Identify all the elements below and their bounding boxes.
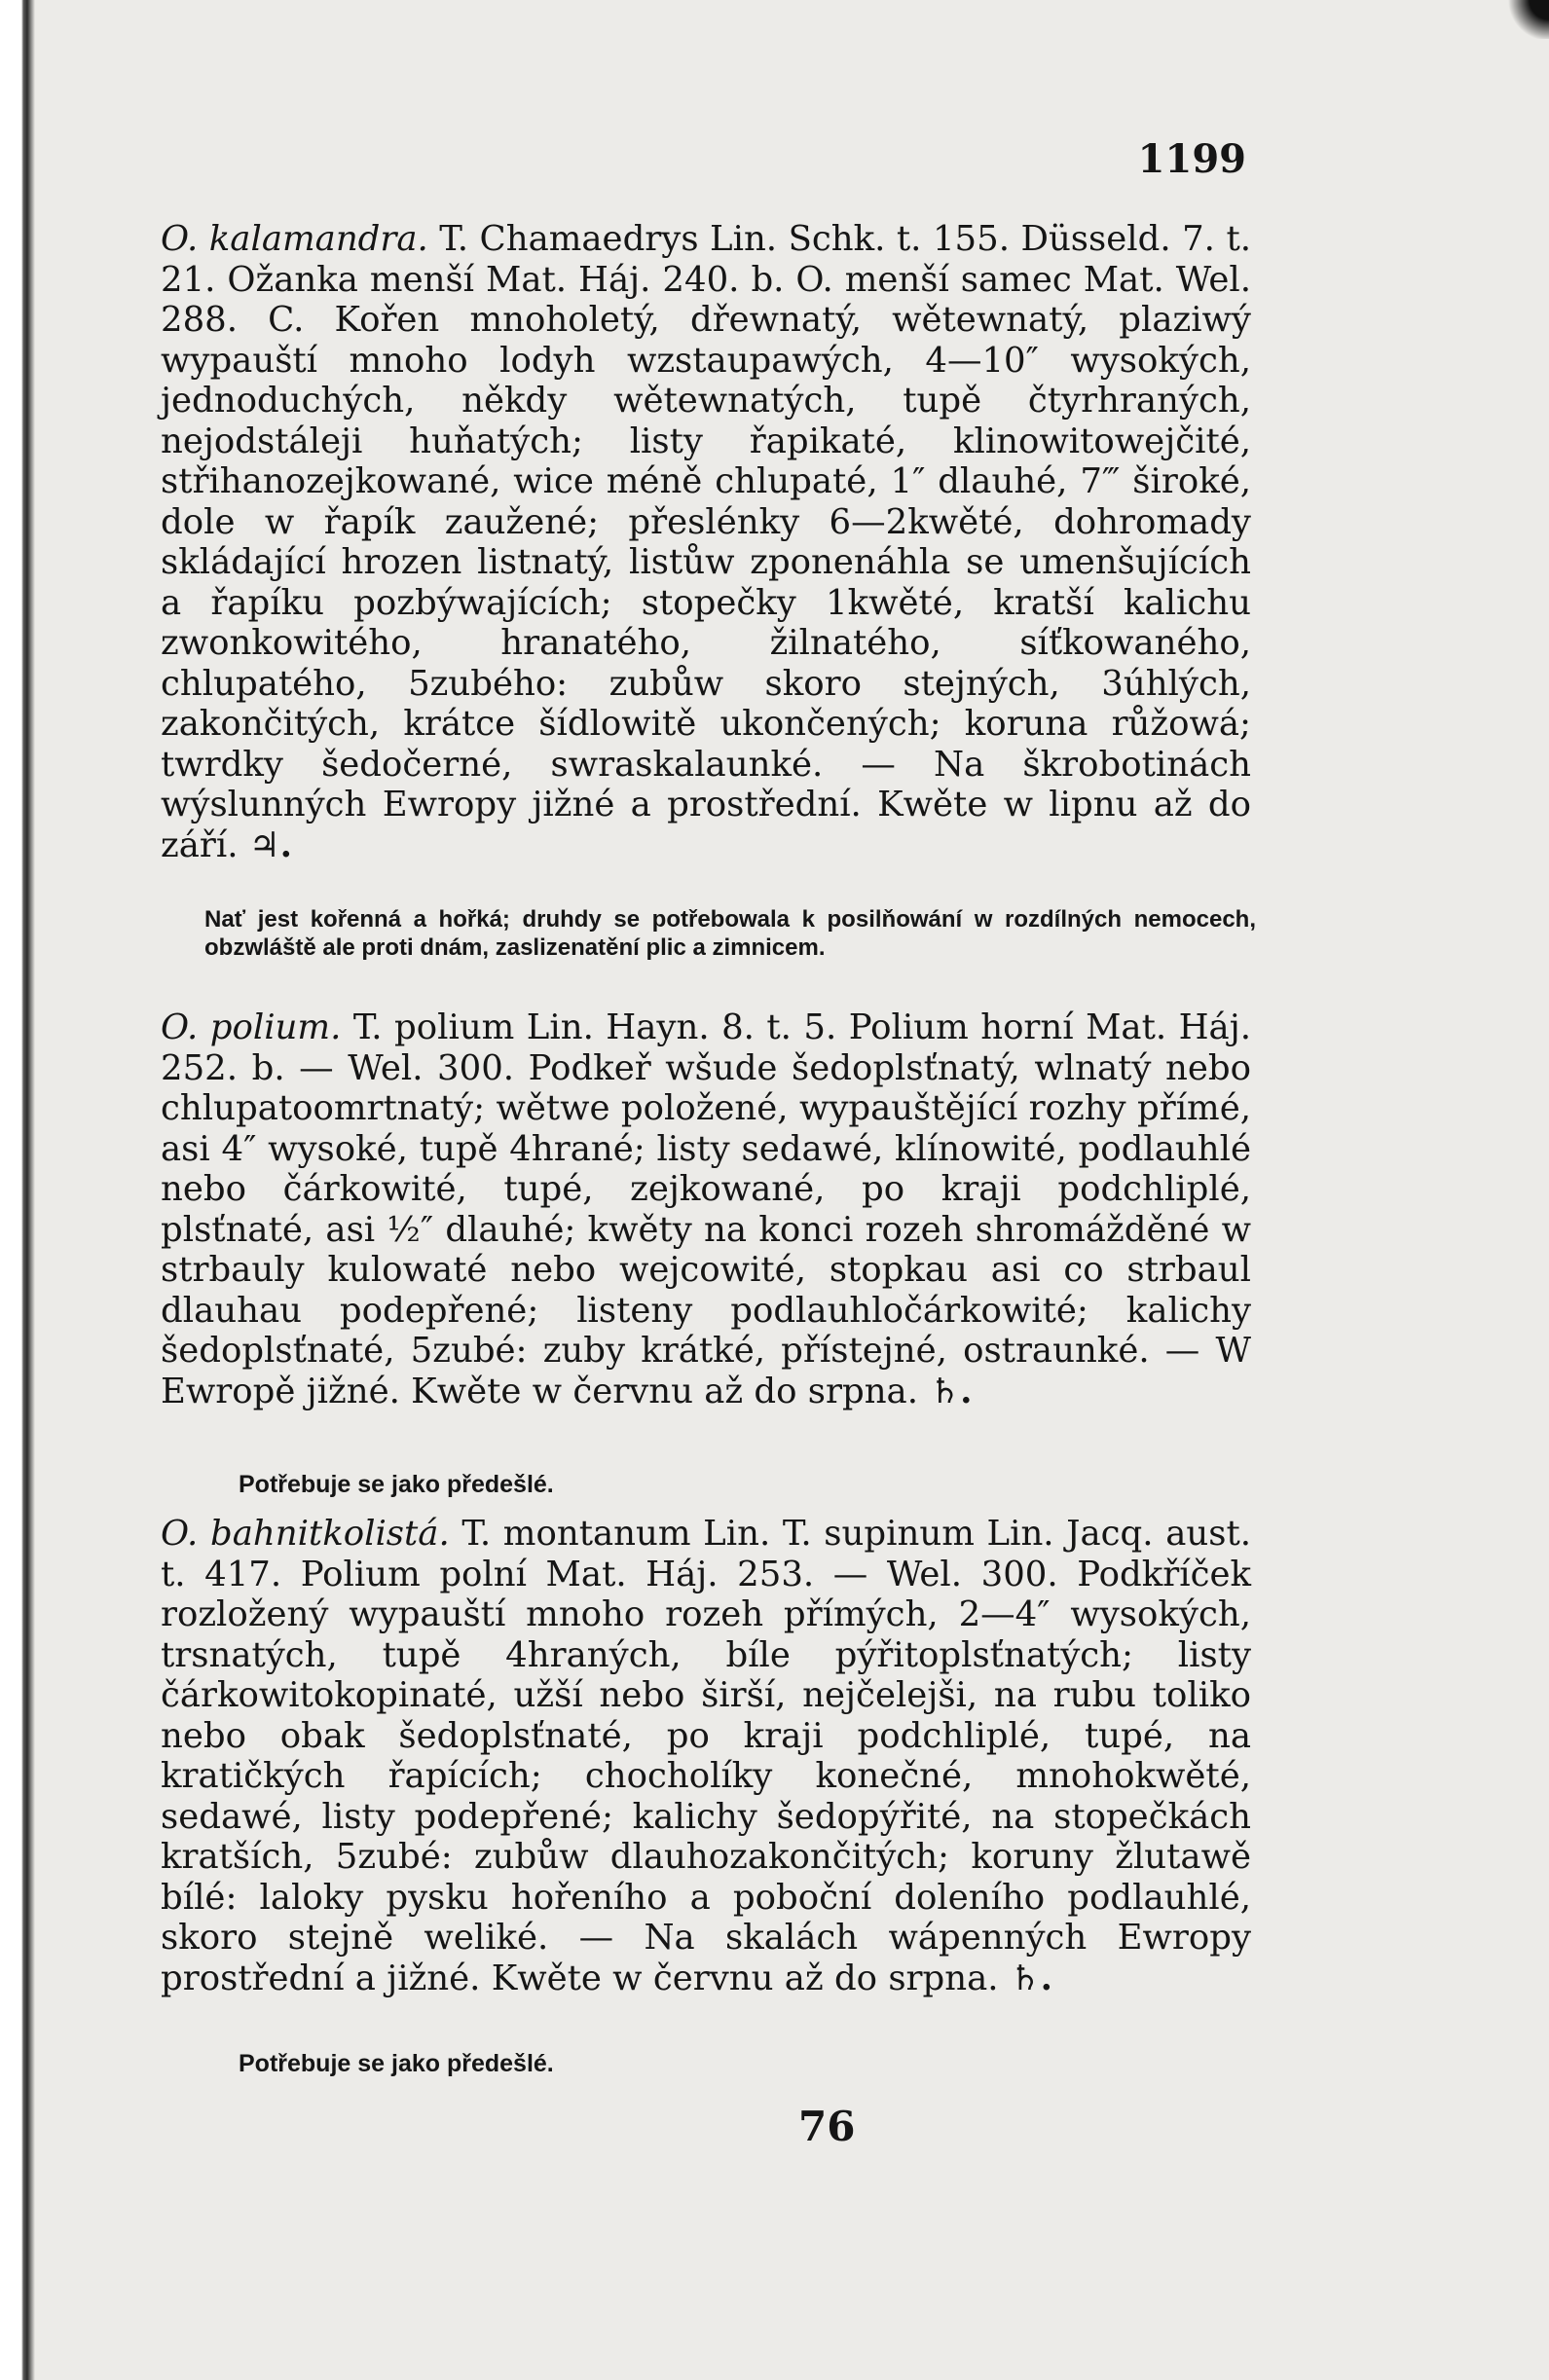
- entry-bahnitkolista: [161, 1514, 1251, 1998]
- entry-title: O. bahnitkolistá.: [161, 1514, 450, 1554]
- shrub-symbol: ♄.: [1009, 1958, 1053, 1998]
- perennial-symbol: ♃.: [248, 824, 292, 865]
- shrub-symbol: ♄.: [929, 1371, 973, 1411]
- entry-note-bahnitkolista: Potřebuje se jako předešlé.: [239, 2050, 554, 2077]
- entry-note-kalamandra: Nať jest kořenná a hořká; druhdy se potřebowala k posilňowání w rozdílných nemocech, obzwláště ale proti dnám, zaslizenatění plic a zimnicem.: [204, 906, 1256, 961]
- entry-kalamandra: [161, 219, 1251, 865]
- scan-corner-shadow: [1481, 0, 1549, 39]
- entry-title: O. polium.: [161, 1007, 342, 1047]
- entry-polium: [161, 1007, 1251, 1411]
- entry-title: O. kalamandra.: [161, 219, 428, 259]
- page-number: 1199: [1137, 136, 1246, 182]
- entry-text: T. polium Lin. Hayn. 8. t. 5. Polium horní Mat. Háj. 252. b. — Wel. 300. Podkeř wšude šedoplsťnatý, wlnatý nebo chlupatoomrtnatý; wětwe položené, wypauštějící rozhy přímé, asi 4″ wysoké, tupě 4hrané; listy sedawé, klínowité, podlauhlé nebo čárkowité, tupé, zejkowané, po kraji podchliplé, plsťnaté, asi ½″ dlauhé; kwěty na konci rozeh shromážděné w strbauly kulowaté nebo wejcowité, stopkau asi co strbaul dlauhau podepřené; listeny podlauhločárkowité; kalichy šedoplsťnaté, 5zubé: zuby krátké, přístejné, ostraunké. — W Ewropě jižné. Kwěte w červnu až do srpna.: [161, 1007, 1251, 1411]
- signature-number: 76: [798, 2103, 856, 2150]
- entry-note-polium: Potřebuje se jako předešlé.: [239, 1471, 554, 1498]
- entry-text: T. Chamaedrys Lin. Schk. t. 155. Düsseld. 7. t. 21. Ožanka menší Mat. Háj. 240. b. O. menší samec Mat. Wel. 288. C. Kořen mnoholetý, dřewnatý, wětewnatý, plaziwý wypauští mnoho lodyh wzstaupawých, 4—10″ wysokých, jednoduchých, někdy wětewnatých, tupě čtyrhraných, nejodstáleji huňatých; listy řapikaté, klinowitowejčité, střihanozejkowané, wice méně chlupaté, 1″ dlauhé, 7‴ široké, dole w řapík zaužené; přeslénky 6—2kwěté, dohromady skládající hrozen listnatý, listůw zponenáhla se umenšujících a řapíku pozbýwajících; stopečky 1kwěté, kratší kalichu zwonkowitého, hranatého, žilnatého, síťkowaného, chlupatého, 5zubého: zubůw skoro stejných, 3úhlých, zakončitých, krátce šídlowitě ukončených; koruna růžowá; twrdky šedočerné, swraskalaunké. — Na škrobotinách wýslunných Ewropy jižné a prostřední. Kwěte w lipnu až do září.: [161, 219, 1251, 865]
- entry-text: T. montanum Lin. T. supinum Lin. Jacq. aust. t. 417. Polium polní Mat. Háj. 253. — Wel. 300. Podkříček rozložený wypauští mnoho rozeh přímých, 2—4″ wysokých, trsnatých, tupě 4hraných, bíle pýřitoplsťnatých; listy čárkowitokopinaté, užší nebo širší, nejčelejši, na rubu toliko nebo obak šedoplsťnaté, po kraji podchliplé, tupé, na kratičkých řapících; chocholíky konečné, mnohokwěté, sedawé, listy podepřené; kalichy šedopýřité, na stopečkách kratších, 5zubé: zubůw dlauhozakončitých; koruny žlutawě bílé: laloky pysku hořeního a poboční doleního podlauhlé, skoro stejně weliké. — Na skalách wápenných Ewropy prostřední a jižné. Kwěte w červnu až do srpna.: [161, 1514, 1251, 1998]
- book-spine-edge: [0, 0, 35, 2380]
